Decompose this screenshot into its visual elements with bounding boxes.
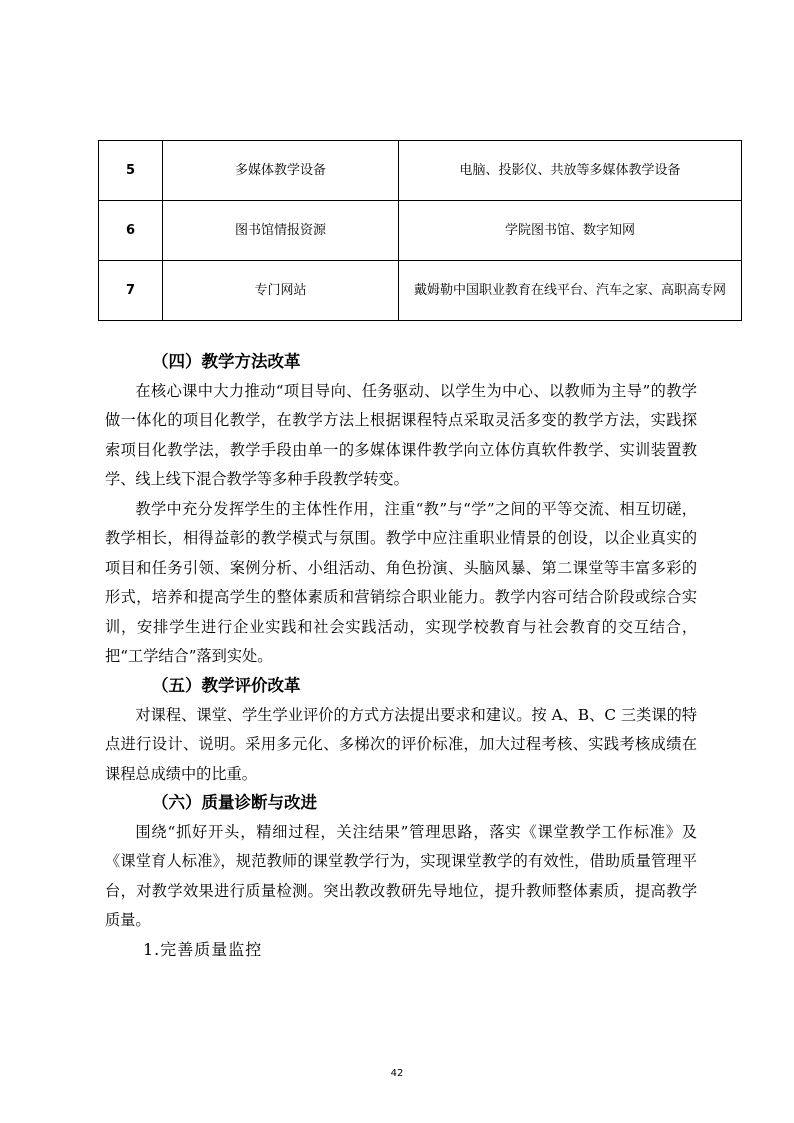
- section-heading-teaching-methods: （四）教学方法改革: [152, 352, 301, 371]
- resource-content: 学院图书馆、数字知网: [399, 201, 742, 261]
- paragraph-quality: 围绕“抓好开头，精细过程，关注结果”管理思路，落实《课堂教学工作标准》及《课堂育人标准》，规范教师的课堂教学行为，实现课堂教学的有效性，借助质量管理平台，对教学效果进行质量检测。突出教改教研先导地位，提升教师整体素质，提高教学质量。: [105, 823, 697, 930]
- resource-content: 电脑、投影仪、共放等多媒体教学设备: [399, 141, 742, 201]
- row-number: 5: [99, 141, 163, 201]
- paragraph-evaluation: 对课程、课堂、学生学业评价的方式方法提出要求和建议。按 A、B、C 三类课的特点进行设计、说明。采用多元化、多梯次的评价标准，加大过程考核、实践考核成绩在课程总成绩中的比重。: [105, 706, 697, 783]
- resource-name: 图书馆情报资源: [163, 201, 399, 261]
- page-number: 42: [390, 1068, 404, 1079]
- resource-name: 专门网站: [163, 261, 399, 321]
- section-heading-quality: （六）质量诊断与改进: [152, 793, 317, 812]
- row-number: 6: [99, 201, 163, 261]
- subheading-quality-monitoring: 1.完善质量监控: [143, 940, 263, 959]
- table-row: [99, 261, 742, 321]
- table-row: [99, 141, 742, 201]
- section-heading-evaluation: （五）教学评价改革: [152, 676, 301, 695]
- resource-content: 戴姆勒中国职业教育在线平台、汽车之家、高职高专网: [399, 261, 742, 321]
- resource-name: 多媒体教学设备: [163, 141, 399, 201]
- paragraph-teaching-methods-1: 在核心课中大力推动“项目导向、任务驱动、以学生为中心、以教师为主导”的教学做一体化的项目化教学，在教学方法上根据课程特点采取灵活多变的教学方法，实践探索项目化教学法，教学手段由单一的多媒体课件教学向立体仿真软件教学、实训装置教学、线上线下混合教学等多种手段教学转变。: [105, 382, 697, 489]
- row-number: 7: [99, 261, 163, 321]
- resource-table: [98, 140, 742, 321]
- paragraph-teaching-methods-2: 教学中充分发挥学生的主体性作用，注重“教”与“学”之间的平等交流、相互切磋，教学相长，相得益彰的教学模式与氛围。教学中应注重职业情景的创设，以企业真实的项目和任务引领、案例分析、小组活动、角色扮演、头脑风暴、第二课堂等丰富多彩的形式，培养和提高学生的整体素质和营销综合职业能力。教学内容可结合阶段或综合实训，安排学生进行企业实践和社会实践活动，实现学校教育与社会教育的交互结合，把“工学结合”落到实处。: [105, 500, 697, 666]
- table-row: [99, 201, 742, 261]
